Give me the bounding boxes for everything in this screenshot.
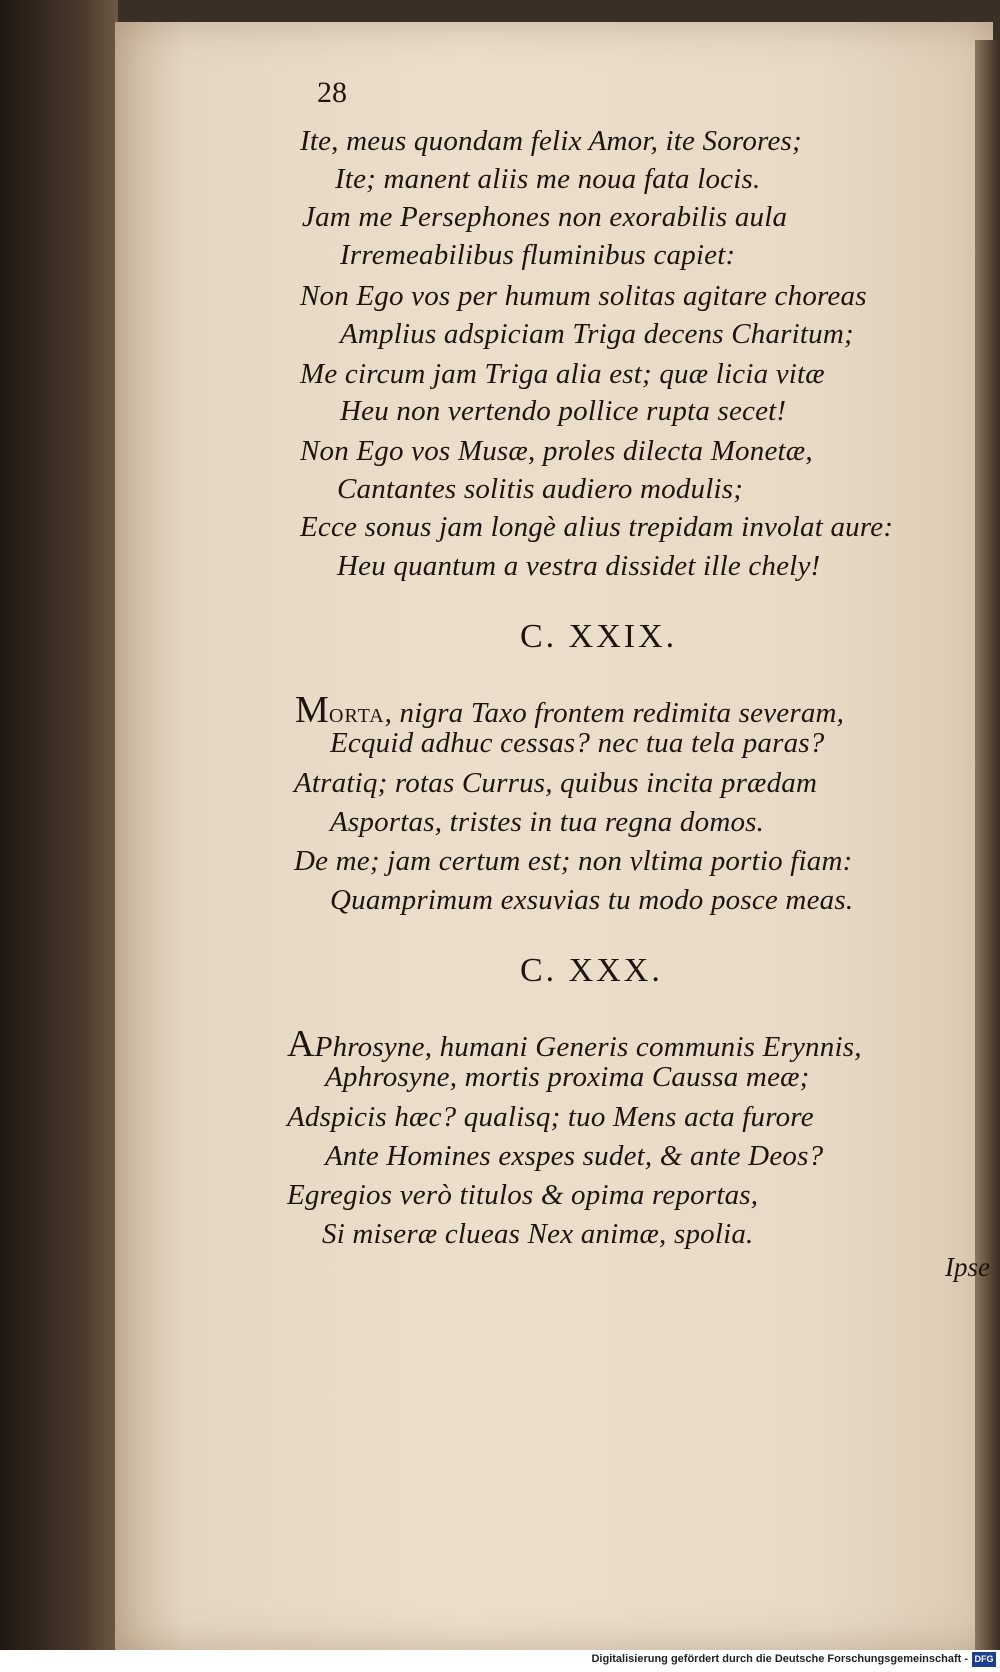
verse-text: , nigra Taxo frontem redimita severam, <box>384 697 845 729</box>
verse-line: Aphrosyne, mortis proxima Caussa meæ; <box>325 1061 810 1093</box>
verse-line: Ecce sonus jam longè alius trepidam involat aure: <box>300 511 894 543</box>
verse-line: Quamprimum exsuvias tu modo posce meas. <box>330 884 854 916</box>
verse-line: Heu non vertendo pollice rupta secet! <box>340 395 787 427</box>
verse-line: Non Ego vos per humum solitas agitare choreas <box>300 280 867 312</box>
verse-line-first <box>287 1022 862 1066</box>
catchword: Ipse <box>945 1252 990 1282</box>
section-heading: C. XXIX. <box>520 618 678 655</box>
verse-line: Amplius adspiciam Triga decens Charitum; <box>340 318 854 350</box>
book-binding-shadow <box>0 0 118 1650</box>
footer-credit: Digitalisierung gefördert durch die Deutsche Forschungsgemeinschaft - <box>591 1653 968 1665</box>
initial-capital: A <box>287 1023 315 1065</box>
dfg-logo: DFG <box>972 1652 996 1667</box>
verse-line: Ite, meus quondam felix Amor, ite Sorores; <box>300 125 802 157</box>
page-number: 28 <box>317 76 347 109</box>
verse-line: Cantantes solitis audiero modulis; <box>337 473 744 505</box>
verse-line: Me circum jam Triga alia est; quæ licia vitæ <box>300 358 825 390</box>
verse-line: Ecquid adhuc cessas? nec tua tela paras? <box>330 727 825 759</box>
verse-line: Adspicis hæc? qualisq; tuo Mens acta furore <box>287 1101 814 1133</box>
verse-line: Heu quantum a vestra dissidet ille chely! <box>337 550 821 582</box>
verse-line: Asportas, tristes in tua regna domos. <box>330 806 765 838</box>
verse-line: Irremeabilibus fluminibus capiet: <box>340 239 736 271</box>
verse-line-first <box>295 688 844 732</box>
verse-line: Egregios verò titulos & opima reportas, <box>287 1179 759 1211</box>
verse-text: Phrosyne, humani Generis communis Erynnis, <box>314 1031 862 1063</box>
verse-line: Ite; manent aliis me noua fata locis. <box>335 163 761 195</box>
verse-line: Atratiq; rotas Currus, quibus incita prædam <box>294 767 818 799</box>
verse-line: De me; jam certum est; non vltima portio fiam: <box>294 845 853 877</box>
page-edge <box>975 40 1000 1650</box>
small-caps-text: orta <box>329 697 385 729</box>
verse-line: Si miseræ clueas Nex animæ, spolia. <box>322 1218 754 1250</box>
section-heading: C. XXX. <box>520 952 663 989</box>
verse-line: Ante Homines exspes sudet, & ante Deos? <box>325 1140 824 1172</box>
verse-line: Non Ego vos Musæ, proles dilecta Monetæ, <box>300 435 813 467</box>
initial-capital: M <box>295 689 329 731</box>
verse-line: Jam me Persephones non exorabilis aula <box>302 201 788 233</box>
